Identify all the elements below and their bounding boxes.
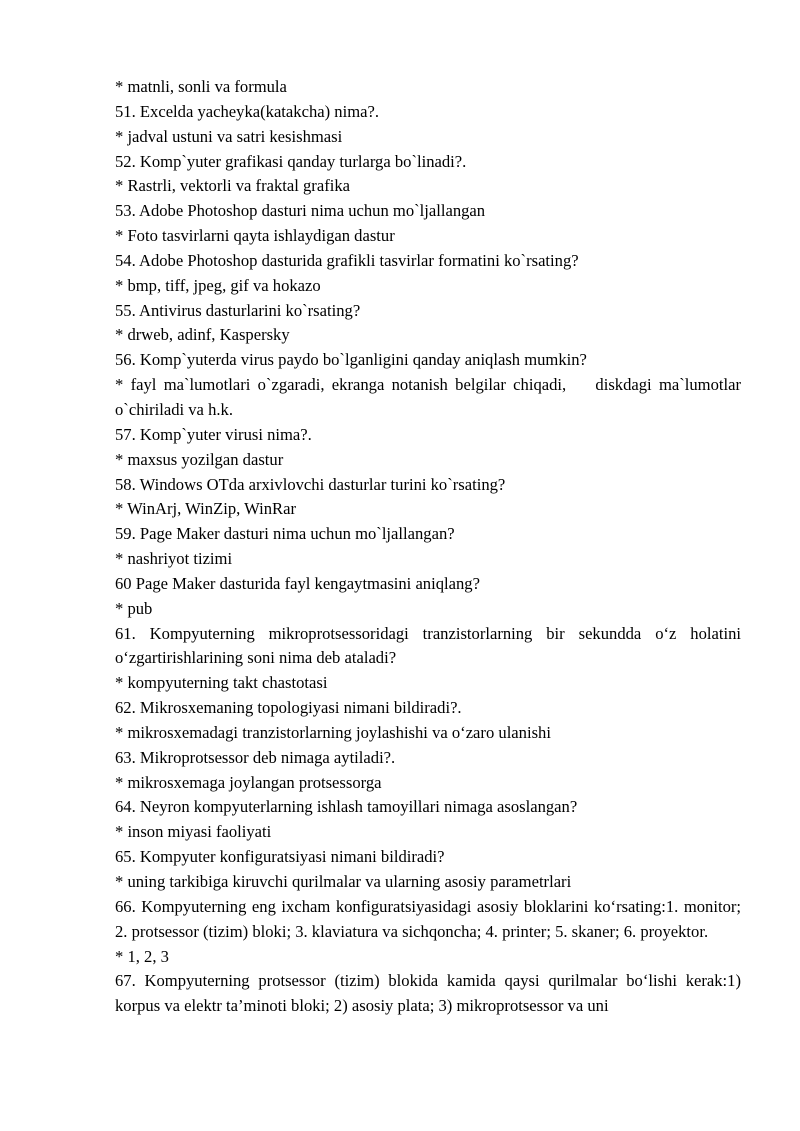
- answer-57: * maxsus yozilgan dastur: [115, 449, 284, 469]
- answer-line: * matnli, sonli va formula: [115, 77, 287, 96]
- question-55: 55. Antivirus dasturlarini ko`rsating?: [115, 300, 361, 320]
- question-66: 66. Kompyuterning eng ixcham konfiguratsiyasidagi asosiy bloklarini ko‘rsating:1. monitor; 2. protsessor (tizim) bloki; 3. klaviatura va sichqoncha; 4. printer; 5. skaner; 6. proyektor.: [115, 896, 741, 941]
- answer-53: * Foto tasvirlarni qayta ishlaydigan dastur: [115, 226, 395, 246]
- answer-56: * fayl ma`lumotlari o`zgaradi, ekranga notanish belgilar chiqadi, diskdagi ma`lumotlar o`chiriladi va h.k.: [115, 375, 746, 419]
- question-56: 56. Komp`yuterda virus paydo bo`lganligini qanday aniqlash mumkin?: [115, 350, 587, 370]
- answer-66: * 1, 2, 3: [115, 946, 169, 966]
- question-67: 67. Kompyuterning protsessor (tizim) blokida kamida qaysi qurilmalar bo‘lishi kerak:1) korpus va elektr ta’minoti bloki; 2) asosiy plata; 3) mikroprotsessor va uni: [115, 971, 741, 1016]
- answer-58: * WinArj, WinZip, WinRar: [115, 499, 296, 519]
- answer-64: * inson miyasi faoliyati: [115, 822, 272, 842]
- question-54: 54. Adobe Photoshop dasturida grafikli tasvirlar formatini ko`rsating?: [115, 250, 579, 270]
- question-63: 63. Mikroprotsessor deb nimaga aytiladi?.: [115, 747, 396, 767]
- answer-59: * nashriyot tizimi: [115, 549, 233, 569]
- answer-65: * uning tarkibiga kiruvchi qurilmalar va ularning asosiy parametrlari: [115, 872, 572, 891]
- question-51: 51. Excelda yacheyka(katakcha) nima?.: [115, 101, 379, 121]
- question-58: 58. Windows OTda arxivlovchi dasturlar turini ko`rsating?: [115, 474, 506, 494]
- question-65: 65. Kompyuter konfiguratsiyasi nimani bildiradi?: [115, 847, 445, 867]
- answer-61: * kompyuterning takt chastotasi: [115, 673, 328, 693]
- question-61: 61. Kompyuterning mikroprotsessoridagi tranzistorlarning bir sekundda o‘z holatini o‘zgartirishlarining soni nima deb ataladi?: [115, 623, 741, 668]
- question-59: 59. Page Maker dasturi nima uchun mo`ljallangan?: [115, 524, 455, 544]
- answer-52: * Rastrli, vektorli va fraktal grafika: [115, 176, 350, 196]
- answer-55: * drweb, adinf, Kaspersky: [115, 325, 290, 345]
- document-page: [115, 75, 746, 1019]
- question-64: 64. Neyron kompyuterlarning ishlash tamoyillari nimaga asoslangan?: [115, 797, 578, 817]
- question-53: 53. Adobe Photoshop dasturi nima uchun mo`ljallangan: [115, 201, 486, 221]
- question-57: 57. Komp`yuter virusi nima?.: [115, 424, 312, 444]
- question-62: 62. Mikrosxemaning topologiyasi nimani bildiradi?.: [115, 698, 462, 718]
- answer-60: * pub: [115, 598, 153, 618]
- question-52: 52. Komp`yuter grafikasi qanday turlarga bo`linadi?.: [115, 151, 467, 171]
- answer-54: * bmp, tiff, jpeg, gif va hokazo: [115, 275, 321, 295]
- answer-51: * jadval ustuni va satri kesishmasi: [115, 126, 343, 146]
- question-60: 60 Page Maker dasturida fayl kengaytmasini aniqlang?: [115, 573, 480, 593]
- answer-62: * mikrosxemadagi tranzistorlarning joylashishi va o‘zaro ulanishi: [115, 722, 551, 742]
- answer-63: * mikrosxemaga joylangan protsessorga: [115, 772, 382, 792]
